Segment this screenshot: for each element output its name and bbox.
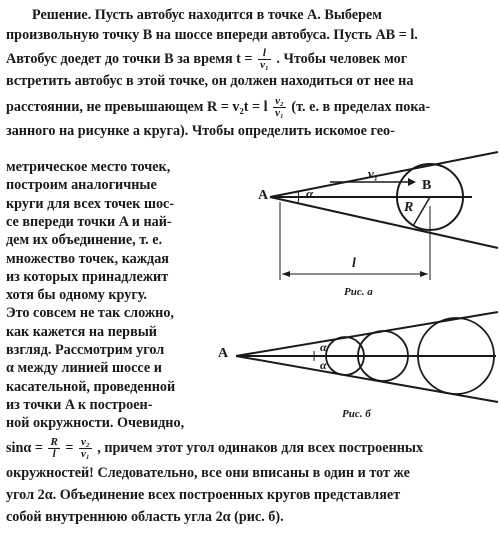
label-l: l — [352, 256, 356, 271]
p1-line-4: встретить автобус в этой точке, он должен находиться от нее на — [6, 73, 414, 89]
caption-b: Рис. б — [342, 408, 371, 420]
label-alpha-top: α — [320, 340, 327, 354]
label-alpha-bottom: α — [320, 358, 327, 372]
figure-a — [218, 150, 500, 300]
p3-line-1-a: sinα = — [6, 439, 43, 456]
label-v1: v₁ — [368, 166, 379, 181]
solution-label: Решение. — [32, 7, 92, 23]
p3-line-3: угол 2α. Объединение всех построенных кругов представляет — [6, 487, 401, 503]
frac-den: v₁ — [275, 107, 284, 119]
p1-line-1 — [32, 6, 500, 24]
p1-line-3-a: Автобус доедет до точки B за время t = — [6, 50, 253, 67]
label-b: B — [422, 178, 432, 193]
p2-line: α между линией шоссе и — [6, 360, 162, 377]
frac-den: v₁ — [80, 448, 90, 460]
p1-line-6: занного на рисунке а круга). Чтобы определить искомое гео- — [6, 123, 395, 139]
figure-b — [216, 310, 500, 410]
label-a: A — [258, 188, 269, 203]
frac-num: R — [50, 436, 58, 448]
lower-tangent-line — [236, 356, 498, 402]
p2-line: се впереди точки A и най- — [6, 213, 172, 230]
p2-line: касательной, проведенной — [6, 378, 176, 395]
radius-line — [413, 197, 430, 226]
p3-eq: = — [65, 439, 74, 456]
p1-line-2: произвольную точку B на шоссе впереди автобуса. Пусть AB = l. — [6, 27, 418, 43]
p1-line-5-b: (т. е. в пределах пока- — [291, 98, 431, 115]
label-a: A — [218, 346, 229, 361]
p1-line-5-a: расстоянии, не превышающем R = v₂t = l — [6, 98, 268, 115]
p2-line: как кажется на первый — [6, 323, 157, 340]
frac-den: v₁ — [260, 59, 269, 71]
frac-num: v₂ — [80, 436, 90, 448]
p2-line: из точки A к построен- — [6, 396, 153, 413]
p2-line: метрическое место точек, — [6, 159, 171, 175]
p2-line: построим аналогичные — [6, 177, 157, 194]
fraction-v2-over-v1 — [79, 437, 92, 460]
label-r: R — [404, 200, 414, 215]
p2-line: взгляд. Рассмотрим угол — [6, 342, 165, 358]
fraction-r-over-l — [48, 437, 59, 460]
p1-line-5 — [6, 96, 494, 119]
dim-arrow-right — [420, 271, 428, 277]
upper-tangent-line — [270, 152, 498, 197]
p3-line-1 — [6, 437, 494, 460]
frac-den: l — [52, 448, 56, 460]
p1-line-3-b: . Чтобы человек мог — [276, 50, 408, 67]
p2-line: множество точек, каждая — [6, 250, 169, 267]
p2-line: Это совсем не так сложно, — [6, 305, 174, 322]
frac-num: v₂ — [275, 95, 284, 107]
dim-arrow-left — [282, 271, 290, 277]
p3-line-4: собой внутреннюю область угла 2α (рис. б). — [6, 509, 284, 525]
lower-tangent-line — [270, 197, 498, 248]
p1-line-3 — [6, 48, 494, 71]
fraction-v2-over-v1 — [273, 96, 286, 119]
p1-line-1-text: Пусть автобус находится в точке A. Выберем — [94, 7, 382, 23]
p2-line: дем их объединение, т. е. — [6, 232, 163, 249]
p2-line: ной окружности. Очевидно, — [6, 415, 185, 432]
velocity-arrowhead — [408, 178, 416, 186]
label-alpha: α — [306, 186, 314, 201]
p3-line-1-b: , причем этот угол одинаков для всех построенных — [97, 439, 424, 456]
fraction-l-over-v1 — [258, 48, 271, 71]
p2-line: круги для всех точек шос- — [6, 195, 175, 212]
p3-line-2: окружностей! Следовательно, все они вписаны в один и тот же — [6, 465, 410, 481]
p2-line: хотя бы одному кругу. — [6, 287, 147, 304]
frac-num: l — [258, 48, 271, 60]
p2-line: из которых принадлежит — [6, 268, 169, 285]
caption-a: Рис. а — [344, 286, 373, 298]
